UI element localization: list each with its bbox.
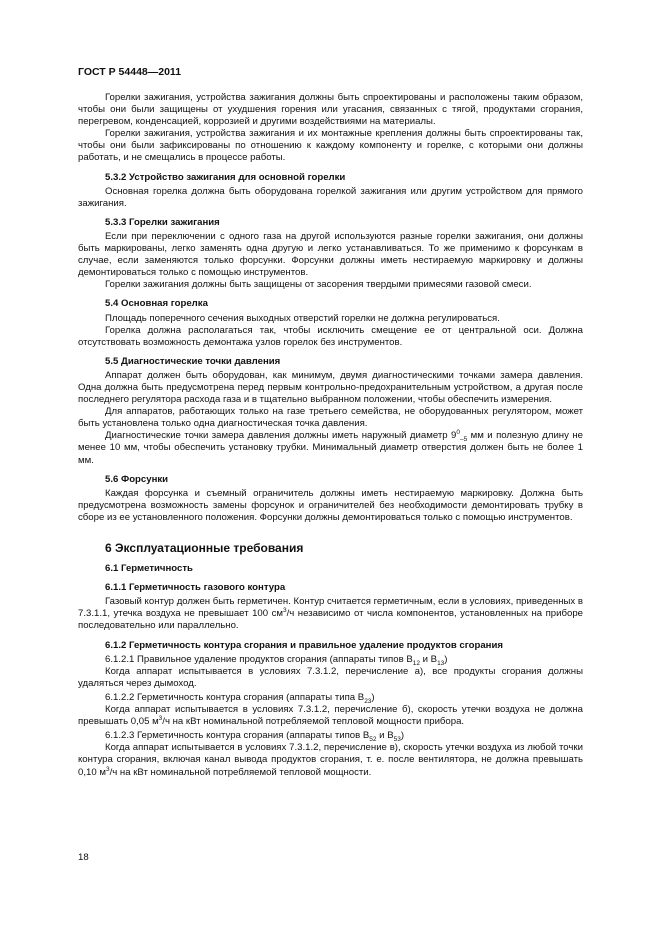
section-heading-6-1: 6.1 Герметичность (105, 563, 193, 575)
subsection-6-1-2-1: 6.1.2.1 Правильное удаление продуктов сгорания (аппараты типов $В_{12}$ и $В_{13}$) (105, 653, 448, 667)
paragraph: Площадь поперечного сечения выходных отверстий горелки не должна регулироваться. (105, 312, 500, 324)
section-heading-5-4: 5.4 Основная горелка (105, 298, 208, 310)
section-heading-6-1-1: 6.1.1 Герметичность газового контура (105, 582, 286, 594)
paragraph: Горелка должна располагаться так, чтобы исключить смещение ее от центральной оси. Должна отсутствовать возможность демонтажа узлов горелок без инструментов. (78, 324, 583, 348)
section-heading-6-1-2: 6.1.2 Герметичность контура сгорания и правильное удаление продуктов сгорания (105, 639, 503, 651)
section-heading-5-6: 5.6 Форсунки (105, 473, 169, 485)
paragraph: Когда аппарат испытывается в условиях 7.3.1.2, перечисление б), скорость утечки воздуха не должна превышать 0,05 $м^3/ч$ на кВт номинальной потребляемой тепловой мощности прибора. (78, 704, 583, 728)
standard-header: ГОСТ Р 54448—2011 (78, 66, 182, 78)
paragraph-diameter: Диагностические точки замера давления должны иметь наружный диаметр $9^0_{-5}$ мм и полезную длину не менее 10 мм, чтобы обеспечить установку трубки. Минимальный диаметр отверстия должен быть не более 1 мм. (78, 429, 583, 466)
paragraph: Для аппаратов, работающих только на газе третьего семейства, не оборудованных регулятором, может быть установлена только одна диагностическая точка давления. (78, 406, 583, 430)
paragraph: Горелки зажигания, устройства зажигания должны быть спроектированы и расположены таким образом, чтобы они были защищены от ухудшения горения или угасания, связанных с тягой, продуктами сгорания, перегревом, конденсацией, коррозией и другими воздействиями на материалы. (78, 92, 583, 128)
subsection-6-1-2-3: 6.1.2.3 Герметичность контура сгорания (аппараты типов $В_{52}$ и $В_{53}$) (105, 730, 405, 744)
paragraph: Основная горелка должна быть оборудована горелкой зажигания или другим устройством для прямого зажигания. (78, 185, 583, 209)
paragraph: Каждая форсунка и съемный ограничитель должны иметь нестираемую маркировку. Должна быть предусмотрена возможность замены форсунок и ограничителей без необходимости демонтировать трубку в сборе из ее установленного положения. Форсунки должны демонтироваться только с помощью инструментов. (78, 487, 583, 523)
paragraph: Когда аппарат испытывается в условиях 7.3.1.2, перечисление в), скорость утечки воздуха из любой точки контура сгорания, включая канал вывода продуктов сгорания, т. е. после вентилятора, не должна превышать 0,10 $м^3/ч$ на кВт номинальной потребляемой тепловой мощности. (78, 742, 583, 778)
section-heading-5-3-3: 5.3.3 Горелки зажигания (105, 216, 220, 228)
paragraph: Горелки зажигания, устройства зажигания и их монтажные крепления должны быть спроектированы так, чтобы они были зафиксированы по отношению к каждому компоненту и горелке, с которыми они должны работать, и не смещались в процессе работы. (78, 128, 583, 164)
section-heading-5-3-2: 5.3.2 Устройство зажигания для основной горелки (105, 171, 346, 183)
page-number: 18 (78, 852, 89, 863)
section-heading-5-5: 5.5 Диагностические точки давления (105, 355, 281, 367)
paragraph: Когда аппарат испытывается в условиях 7.3.1.2, перечисление а), все продукты сгорания должны удаляться через дымоход. (78, 665, 583, 689)
paragraph: Аппарат должен быть оборудован, как минимум, двумя диагностическими точками замера давления. Одна должна быть предусмотрена перед первым контрольно-предохранительным устройством, а другая после последнего регулятора расхода газа и в тщательно выбранном положении, чтобы обеспечить измерения. (78, 369, 583, 406)
document-body (78, 92, 583, 779)
chapter-heading-6: 6 Эксплуатационные требования (105, 541, 304, 555)
paragraph: Газовый контур должен быть герметичен. Контур считается герметичным, если в условиях, приведенных в 7.3.1.1, утечка воздуха не превышает 100 $см^3/ч$ независимо от числа компонентов, установленных на приборе последовательно или параллельно. (78, 596, 583, 632)
paragraph: Горелки зажигания должны быть защищены от засорения твердыми примесями газовой смеси. (105, 279, 532, 291)
paragraph: Если при переключении с одного газа на другой используются разные горелки зажигания, они должны быть маркированы, легко заменять одна другую и легко устанавливаться. То же применимо к форсункам в случае, если заменяются только форсунки. Форсунки должны иметь нестираемую маркировку и должны демонтироваться только с помощью инструментов. (78, 230, 583, 279)
subsection-6-1-2-2: 6.1.2.2 Герметичность контура сгорания (аппараты типа $В_{23}$) (105, 691, 375, 705)
